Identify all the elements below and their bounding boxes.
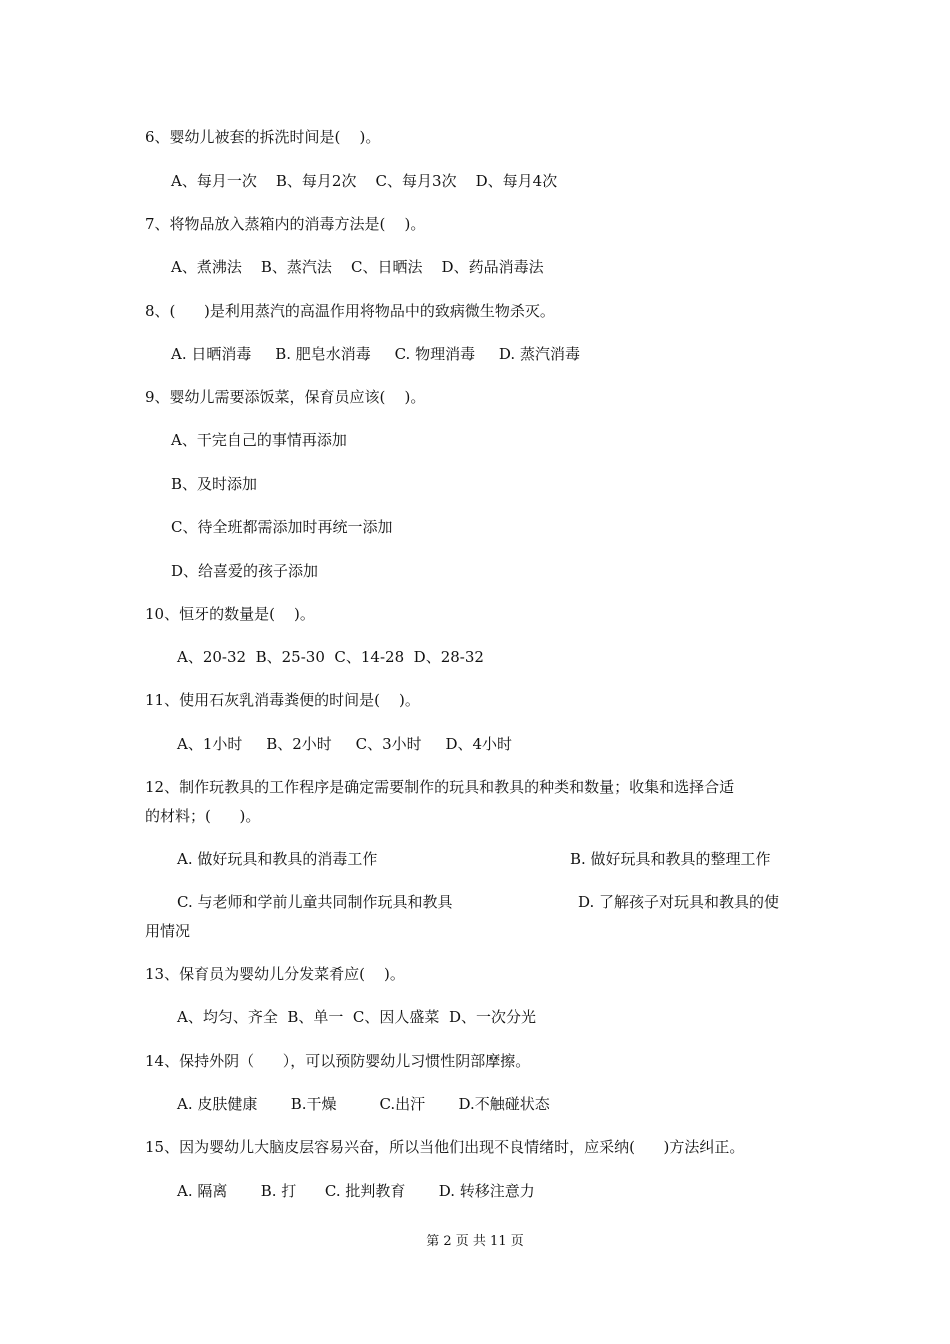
page-footer: 第 2 页 共 11 页 [426,1234,524,1249]
question-7-options: A、煮沸法 B、蒸汽法 C、日晒法 D、药品消毒法 [171,258,544,276]
question-12-stem-line2: 的材料；( )。 [145,807,261,825]
question-9-option-a: A、干完自己的事情再添加 [171,431,347,449]
question-12-option-d-line1: D. 了解孩子对玩具和教具的使 [578,893,780,911]
question-12-stem-line1: 12、制作玩教具的工作程序是确定需要制作的玩具和教具的种类和数量；收集和选择合适 [145,778,735,796]
question-6-stem: 6、婴幼儿被套的拆洗时间是( )。 [145,128,381,146]
question-12-option-d-line2: 用情况 [145,922,191,940]
question-14-options: A. 皮肤健康 B.干燥 C.出汗 D.不触碰状态 [177,1095,550,1113]
question-8-options: A. 日晒消毒 B. 肥皂水消毒 C. 物理消毒 D. 蒸汽消毒 [171,345,580,363]
question-15-options: A. 隔离 B. 打 C. 批判教育 D. 转移注意力 [177,1182,535,1200]
question-10-options: A、20-32 B、25-30 C、14-28 D、28-32 [177,648,484,666]
question-11-options: A、1小时 B、2小时 C、3小时 D、4小时 [177,735,513,753]
question-12-option-c: C. 与老师和学前儿童共同制作玩具和教具 [177,893,453,911]
question-9-option-c: C、待全班都需添加时再统一添加 [171,518,393,536]
question-9-option-d: D、给喜爱的孩子添加 [171,562,319,580]
question-9-stem: 9、婴幼儿需要添饭菜，保育员应该( )。 [145,388,426,406]
question-8-stem: 8、( )是利用蒸汽的高温作用将物品中的致病微生物杀灭。 [145,302,555,320]
question-10-stem: 10、恒牙的数量是( )。 [145,605,315,623]
question-14-stem: 14、保持外阴（ ），可以预防婴幼儿习惯性阴部摩擦。 [145,1052,531,1070]
question-7-stem: 7、将物品放入蒸箱内的消毒方法是( )。 [145,215,426,233]
question-11-stem: 11、使用石灰乳消毒粪便的时间是( )。 [145,691,420,709]
question-13-options: A、均匀、齐全 B、单一 C、因人盛菜 D、一次分光 [177,1008,536,1026]
question-12-option-b: B. 做好玩具和教具的整理工作 [570,850,771,868]
question-12-option-a: A. 做好玩具和教具的消毒工作 [177,850,378,868]
question-15-stem: 15、因为婴幼儿大脑皮层容易兴奋，所以当他们出现不良情绪时，应采纳( )方法纠正。 [145,1138,745,1156]
question-6-options: A、每月一次 B、每月2次 C、每月3次 D、每月4次 [171,172,558,190]
question-13-stem: 13、保育员为婴幼儿分发菜肴应( )。 [145,965,405,983]
question-9-option-b: B、及时添加 [171,475,258,493]
